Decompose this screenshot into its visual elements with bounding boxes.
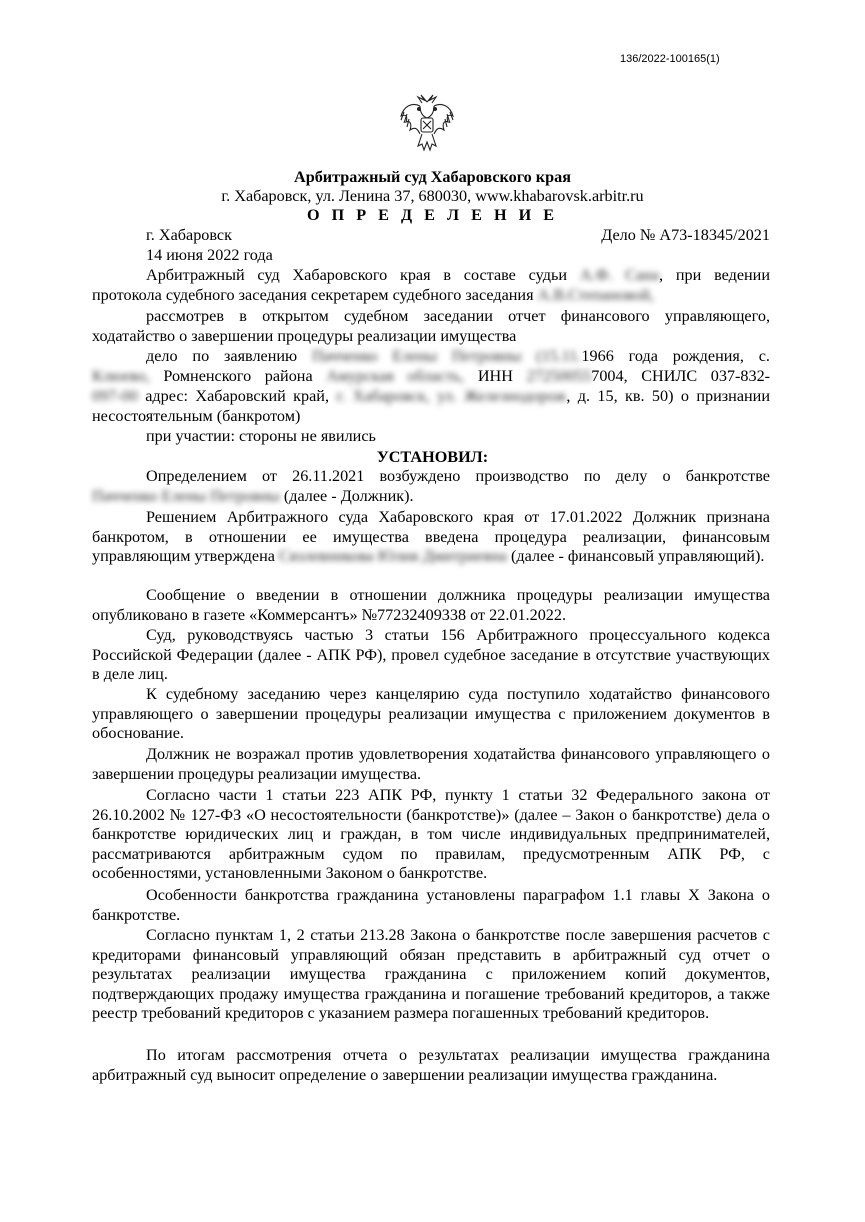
body-text: Решением Арбитражного суда Хабаровского края от 17.01.2022 Должник признана банкротом, в отношении ее имущества введена процедура реализации, финансовым управляющим утверждена	[92, 508, 770, 565]
address-redacted: г. Хабаровск, ул. Железнодорож	[336, 387, 567, 405]
body-text: (далее - Должник).	[283, 487, 414, 505]
document-title: О П Р Е Д Е Л Е Н И Е	[306, 206, 559, 224]
body-paragraph-5: К судебному заседанию через канцелярию суда поступило ходатайство финансового управляющего о завершении процедуры реализации имущества с приложением документов в обоснование.	[92, 685, 770, 742]
date: 14 июня 2022 года	[146, 246, 273, 264]
body-paragraph-1-line-2	[92, 487, 770, 507]
body-paragraph-7: Согласно части 1 статьи 223 АПК РФ, пункту 1 статьи 32 Федерального закона от 26.10.2002 № 127-ФЗ «О несостоятельности (банкротстве)» (далее – Закон о банкротстве) дела о банкротстве юридических лиц и граждан, в том числе индивидуальных предпринимателей, рассматриваются арбитражным судом по правилам, предусмотренным АПК РФ, с особенностями, установленными Законом о банкротстве.	[92, 786, 770, 882]
intro-paragraph-2: рассмотрев в открытом судебном заседании отчет финансового управляющего, ходатайство о завершении процедуры реализации имущества	[92, 307, 770, 345]
intro-text: Ромненского района	[163, 367, 313, 385]
intro-paragraph-4: при участии: стороны не явились	[146, 427, 376, 445]
city: г. Хабаровск	[146, 226, 232, 244]
document-number: 136/2022-100165(1)	[620, 53, 720, 65]
city-case-line	[146, 226, 770, 246]
intro-text: 7004, СНИЛС 037-832-	[591, 367, 771, 385]
case-number: Дело № А73-18345/2021	[601, 226, 770, 244]
body-paragraph-8: Особенности банкротства гражданина установлены параграфом 1.1 главы X Закона о банкротстве.	[92, 886, 770, 924]
coat-of-arms-icon	[398, 92, 456, 154]
village-redacted: Клюево,	[92, 367, 150, 385]
body-paragraph-2	[92, 508, 770, 567]
body-paragraph-3: Сообщение о введении в отношении должника процедуры реализации имущества опубликовано в газете «Коммерсантъ» №77232409338 от 22.01.2022.	[92, 586, 770, 624]
debtor-name-redacted: Пачченко Елены Петровны (15.11.	[311, 347, 582, 365]
intro-text: протокола судебного заседания секретарем судебного заседания	[92, 286, 534, 304]
intro-text: 1966 года рождения, с.	[581, 347, 770, 365]
intro-paragraph-1-line-1	[92, 266, 770, 286]
inn-redacted: 27250055	[526, 367, 592, 385]
snils-redacted: 097-00	[92, 387, 138, 405]
intro-paragraph-3-line-3	[92, 387, 770, 407]
intro-text: , д. 15, кв. 50) о признании	[566, 387, 770, 405]
body-paragraph-6: Должник не возражал против удовлетворения ходатайства финансового управляющего о завершении процедуры реализации имущества.	[92, 745, 770, 783]
intro-text: дело по заявлению	[146, 347, 298, 365]
intro-paragraph-3-line-2	[92, 367, 770, 387]
intro-text: , при ведении	[659, 266, 771, 284]
body-paragraph-4: Суд, руководствуясь частью 3 статьи 156 Арбитражного процессуального кодекса Российской Федерации (далее - АПК РФ), провел судебное заседание в отсутствие участвующих в деле лиц.	[92, 626, 770, 683]
body-paragraph-9: Согласно пунктам 1, 2 статьи 213.28 Закона о банкротстве после завершения расчетов с кредиторами финансовый управляющий обязан представить в арбитражный суд отчет о результатах реализации имущества гражданина с приложением копий документов, подтверждающих продажу имущества гражданина и погашение требований кредиторов, а также реестр требований кредиторов с указанием размера погашенных требований кредиторов.	[92, 926, 770, 1022]
intro-text: Арбитражный суд Хабаровского края в составе судьи	[146, 266, 567, 284]
intro-paragraph-3-line-4: несостоятельным (банкротом)	[92, 407, 301, 425]
inn-label: ИНН	[477, 367, 513, 385]
body-paragraph-1-line-1: Определением от 26.11.2021 возбуждено производство по делу о банкротстве	[146, 467, 770, 485]
court-name: Арбитражный суд Хабаровского края	[294, 168, 571, 186]
court-address: г. Хабаровск, ул. Ленина 37, 680030, www.khabarovsk.arbitr.ru	[221, 187, 644, 205]
intro-paragraph-1-line-2	[92, 286, 770, 306]
manager-name-redacted: Сязлевникова Юлия Дмитриевна	[279, 547, 507, 565]
debtor-name-redacted: Пачченко Елены Петровны	[92, 487, 280, 505]
body-paragraph-10: По итогам рассмотрения отчета о результатах реализации имущества гражданина арбитражный суд выносит определение о завершении реализации имущества гражданина.	[92, 1046, 770, 1084]
secretary-name-redacted: А.В.Степановой,	[537, 286, 654, 304]
intro-paragraph-3-line-1	[92, 347, 770, 367]
body-text: (далее - финансовый управляющий).	[511, 547, 765, 565]
section-heading-established: УСТАНОВИЛ:	[376, 448, 489, 466]
judge-name-redacted: А.Ф. Сана	[579, 266, 660, 284]
intro-text: адрес: Хабаровский край,	[145, 387, 330, 405]
region-redacted: Амурская область,	[326, 367, 465, 385]
